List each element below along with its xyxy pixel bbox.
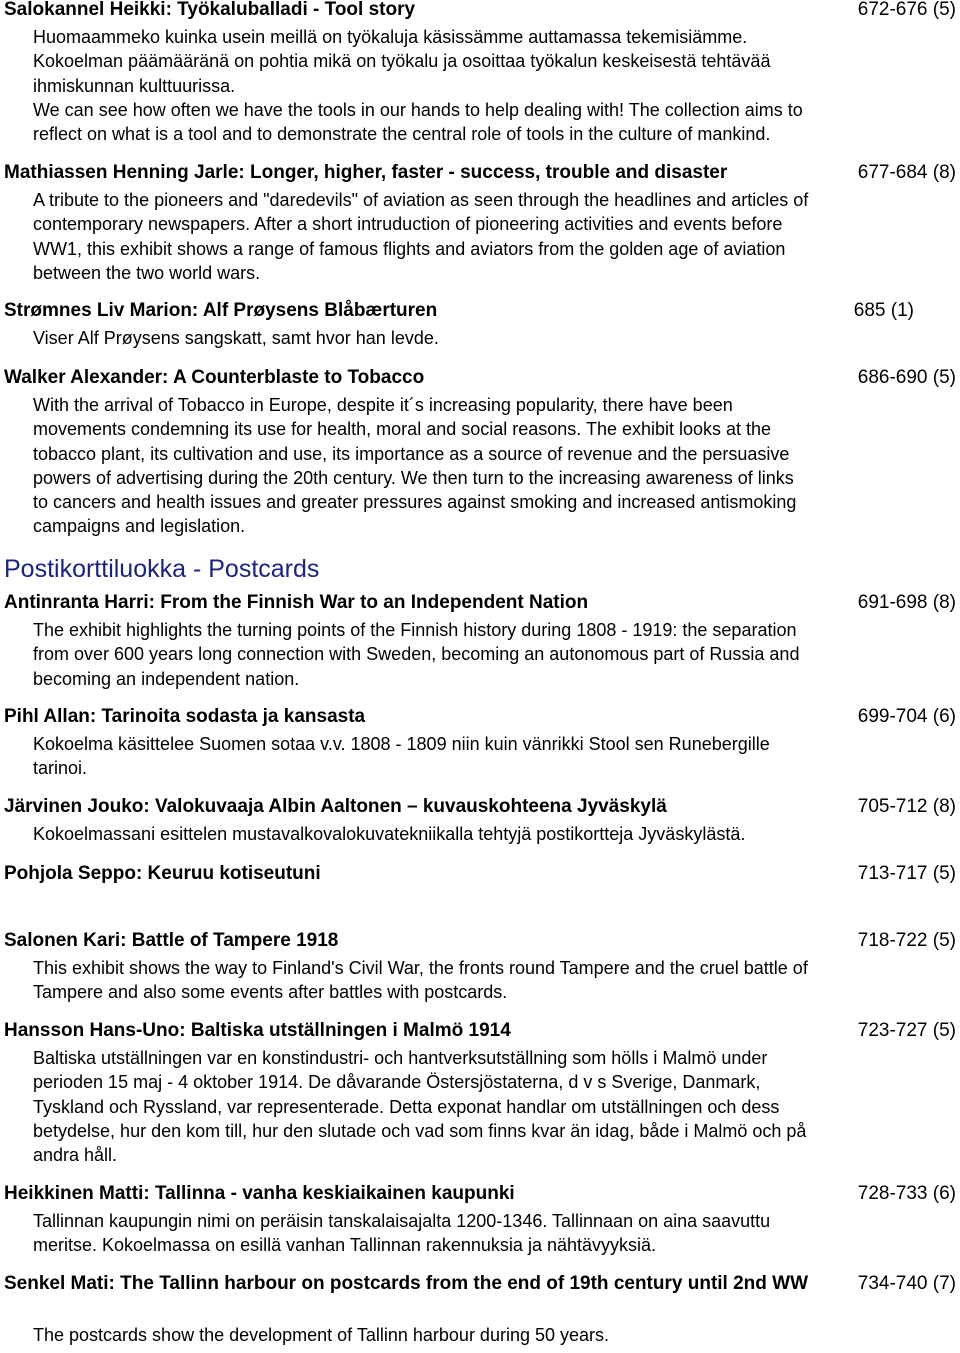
entry-frames: 713-717 (5) [857, 863, 956, 884]
entry-title: Pohjola Seppo: Keuruu kotiseutuni [4, 863, 321, 884]
entry-description: Kokoelma käsittelee Suomen sotaa v.v. 1808 - 1809 niin kuin vänrikki Stool sen Runebergille tarinoi. [33, 734, 770, 779]
entry-frames: 734-740 (7) [857, 1273, 956, 1294]
entry-title: Heikkinen Matti: Tallinna - vanha keskiaikainen kaupunki [4, 1183, 515, 1204]
exhibit-entry [0, 161, 960, 285]
entry-header [0, 591, 960, 615]
entry-frames: 699-704 (6) [857, 706, 956, 727]
entry-title: Antinranta Harri: From the Finnish War to an Independent Nation [4, 592, 589, 613]
exhibit-entry [0, 795, 960, 846]
entry-header [0, 366, 960, 390]
section-heading: Postikorttiluokka - Postcards [4, 555, 320, 583]
exhibit-entry [0, 705, 960, 781]
entry-title: Pihl Allan: Tarinoita sodasta ja kansasta [4, 706, 366, 727]
entry-description: The exhibit highlights the turning points of the Finnish history during 1808 - 1919: the separation from over 600 years long connection with Sweden, becoming an autonomous part of Russia and becoming an independent nation. [33, 620, 800, 689]
entry-frames: 718-722 (5) [857, 930, 956, 951]
entry-description: A tribute to the pioneers and "daredevils" of aviation as seen through the headlines and articles of contemporary newspapers. After a short intruduction of pioneering activities and events before WW1, this exhibit shows a range of famous flights and aviators from the golden age of aviation between the two world wars. [33, 190, 809, 283]
entry-description: The postcards show the development of Tallinn harbour during 50 years. [33, 1325, 610, 1345]
entry-header [0, 161, 960, 185]
entry-description: Viser Alf Prøysens sangskatt, samt hvor han levde. [33, 328, 439, 348]
exhibit-entry [0, 1182, 960, 1258]
exhibit-entry [0, 299, 960, 350]
entry-frames: 677-684 (8) [857, 162, 956, 183]
entry-title: Mathiassen Henning Jarle: Longer, higher, faster - success, trouble and disaster [4, 162, 728, 183]
entry-header [0, 1019, 960, 1043]
exhibit-entry [0, 862, 960, 886]
entry-header [0, 1182, 960, 1206]
exhibit-entry [0, 929, 960, 1005]
entry-header [0, 929, 960, 953]
entry-title: Hansson Hans-Uno: Baltiska utställningen i Malmö 1914 [4, 1020, 511, 1041]
entry-frames: 723-727 (5) [857, 1020, 956, 1041]
entry-title: Senkel Mati: The Tallinn harbour on postcards from the end of 19th century until 2nd WW [4, 1273, 809, 1294]
entry-description: This exhibit shows the way to Finland's Civil War, the fronts round Tampere and the cruel battle of Tampere and also some events after battles with postcards. [33, 958, 808, 1003]
entry-header [0, 299, 960, 323]
exhibit-entry [0, 1272, 960, 1347]
entry-description: Kokoelmassani esittelen mustavalkovalokuvatekniikalla tehtyjä postikortteja Jyväskylästä. [33, 824, 746, 844]
exhibit-entry [0, 0, 960, 146]
entry-header [0, 1272, 960, 1320]
entry-header [0, 705, 960, 729]
entry-frames: 686-690 (5) [857, 367, 956, 388]
entry-title: Järvinen Jouko: Valokuvaaja Albin Aaltonen – kuvauskohteena Jyväskylä [4, 796, 667, 817]
entry-frames: 691-698 (8) [857, 592, 956, 613]
exhibit-entry [0, 591, 960, 691]
exhibit-entry [0, 1019, 960, 1167]
entry-title: Salokannel Heikki: Työkaluballadi - Tool story [4, 0, 416, 20]
entry-description: Tallinnan kaupungin nimi on peräisin tanskalaisajalta 1200-1346. Tallinnaan on aina saavuttu meritse. Kokoelmassa on esillä vanhan Tallinnan rakennuksia ja nähtävyyksiä. [33, 1211, 771, 1256]
entry-title: Walker Alexander: A Counterblaste to Tobacco [4, 367, 425, 388]
entry-description: Huomaammeko kuinka usein meillä on työkaluja käsissämme auttamassa tekemisiämme. Kokoelman päämääränä on pohtia mikä on työkalu ja osoittaa työkalun keskeisestä tehtävää ihmiskunnan kulttuurissa. We can see how often we have the tools in our hands to help dealing with! The collection aims to reflect on what is a tool and to demonstrate the central role of tools in the culture of mankind. [33, 27, 803, 145]
entry-title: Strømnes Liv Marion: Alf Prøysens Blåbærturen [4, 300, 438, 321]
entry-header [0, 0, 960, 22]
entry-frames: 672-676 (5) [857, 0, 956, 20]
exhibit-entry [0, 366, 960, 539]
entry-frames: 685 (1) [853, 300, 914, 321]
entry-description: Baltiska utställningen var en konstindustri- och hantverksutställning som hölls i Malmö under perioden 15 maj - 4 oktober 1914. De dåvarande Östersjöstaterna, d v s Sverige, Danmark, Tyskland och Ryssland, var representerade. Detta exponat handlar om utställningen och dess betydelse, hur den kom till, hur den slutade och vad som finns kvar än idag, både i Malmö och på andra håll. [33, 1048, 807, 1166]
entry-frames: 728-733 (6) [857, 1183, 956, 1204]
entry-header [0, 862, 960, 886]
entry-title: Salonen Kari: Battle of Tampere 1918 [4, 930, 339, 951]
entry-header [0, 795, 960, 819]
entry-description: With the arrival of Tobacco in Europe, despite it´s increasing popularity, there have been movements condemning its use for health, moral and social reasons. The exhibit looks at the tobacco plant, its cultivation and use, its importance as a source of revenue and the persuasive powers of advertising during the 20th century. We then turn to the increasing awareness of links to cancers and health issues and greater pressures against smoking and increased antismoking campaigns and legislation. [33, 395, 797, 537]
entry-frames: 705-712 (8) [857, 796, 956, 817]
